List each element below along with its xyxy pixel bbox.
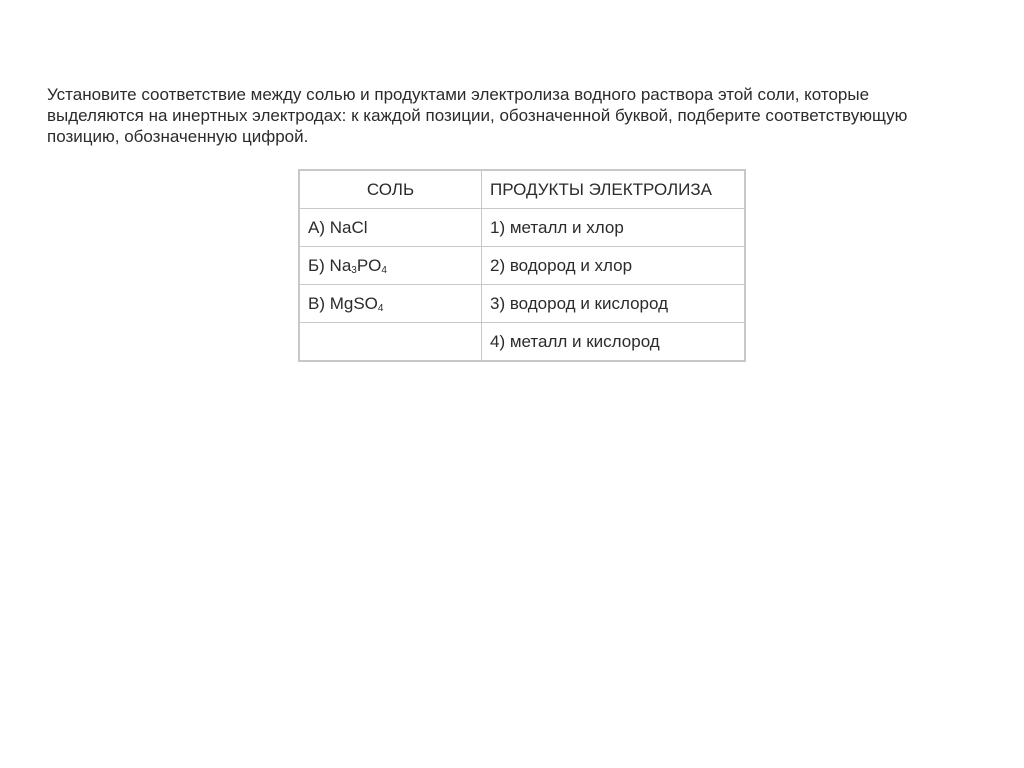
table-row	[299, 209, 745, 247]
table-row	[299, 247, 745, 285]
salt-cell	[299, 285, 482, 323]
task-line-1: Установите соответствие между солью и продуктами электролиза водного раствора этой соли, которые	[47, 85, 870, 104]
salt-formula: А) NaCl	[308, 217, 368, 237]
salt-formula: Б) Na	[308, 255, 352, 275]
salt-subscript: 3	[351, 264, 357, 276]
product-cell: 2) водород и хлор	[482, 247, 746, 285]
salt-subscript: 4	[381, 264, 387, 276]
header-products: ПРОДУКТЫ ЭЛЕКТРОЛИЗА	[482, 170, 746, 209]
salt-formula-rest: PO	[356, 255, 382, 275]
table-row	[299, 285, 745, 323]
salt-cell	[299, 247, 482, 285]
table-header-row	[299, 170, 745, 209]
salt-cell	[299, 209, 482, 247]
product-cell: 3) водород и кислород	[482, 285, 746, 323]
header-salt: СОЛЬ	[299, 170, 482, 209]
product-cell: 4) металл и кислород	[482, 323, 746, 362]
salt-formula: В) MgSO	[308, 293, 378, 313]
salt-cell-empty	[299, 323, 482, 362]
task-line-2: выделяются на инертных электродах: к каждой позиции, обозначенной буквой, подберите соответствующую	[47, 106, 908, 125]
task-statement	[47, 84, 987, 147]
matching-table	[298, 169, 746, 362]
task-line-3: позицию, обозначенную цифрой.	[47, 127, 309, 146]
table-row	[299, 323, 745, 362]
product-cell: 1) металл и хлор	[482, 209, 746, 247]
salt-subscript: 4	[377, 302, 384, 314]
